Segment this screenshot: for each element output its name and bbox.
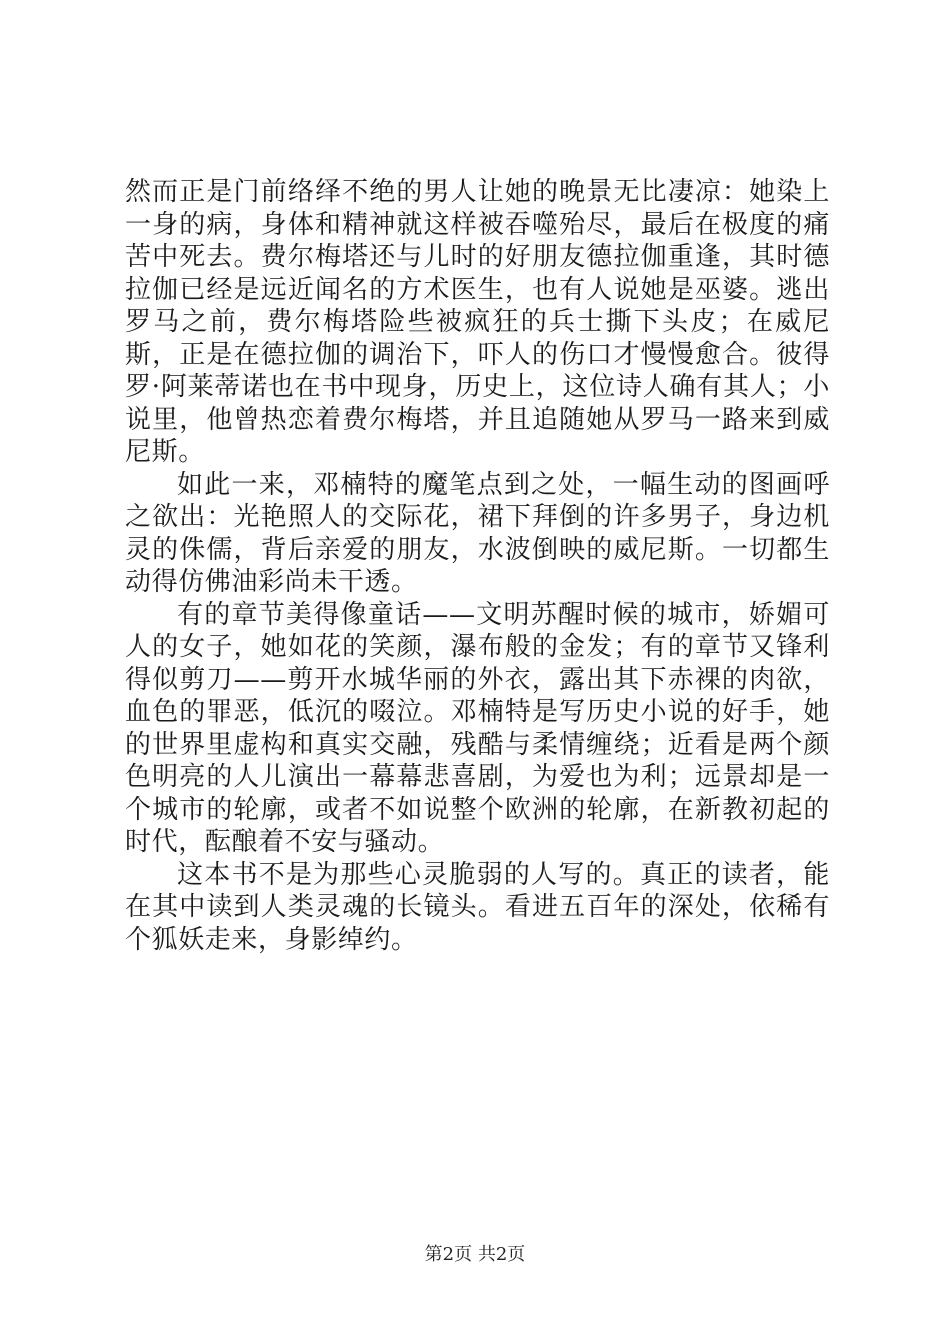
body-text [125, 176, 830, 956]
paragraph: 有的章节美得像童话——文明苏醒时候的城市，娇媚可人的女子，她如花的笑颜，瀑布般的金发；有的章节又锋利得似剪刀——剪开水城华丽的外衣，露出其下赤裸的肉欲，血色的罪恶，低沉的啜泣。邓楠特是写历史小说的好手，她的世界里虚构和真实交融，残酷与柔情缠绕；近看是两个颜色明亮的人儿演出一幕幕悲喜剧，为爱也为利；远景却是一个城市的轮廓，或者不如说整个欧洲的轮廓，在新教初起的时代，酝酿着不安与骚动。 [125, 599, 830, 857]
paragraph: 这本书不是为那些心灵脆弱的人写的。真正的读者，能在其中读到人类灵魂的长镜头。看进五百年的深处，依稀有个狐妖走来，身影绰约。 [125, 859, 830, 955]
paragraph: 如此一来，邓楠特的魔笔点到之处，一幅生动的图画呼之欲出：光艳照人的交际花，裙下拜倒的许多男子，身边机灵的侏儒，背后亲爱的朋友，水波倒映的威尼斯。一切都生动得仿佛油彩尚未干透。 [125, 469, 830, 597]
page-number-footer: 第2页 共2页 [424, 1244, 526, 1265]
paragraph: 然而正是门前络绎不绝的男人让她的晚景无比凄凉：她染上一身的病，身体和精神就这样被吞噬殆尽，最后在极度的痛苦中死去。费尔梅塔还与儿时的好朋友德拉伽重逢，其时德拉伽已经是远近闻名的方术医生，也有人说她是巫婆。逃出罗马之前，费尔梅塔险些被疯狂的兵士撕下头皮；在威尼斯，正是在德拉伽的调治下，吓人的伤口才慢慢愈合。彼得罗·阿莱蒂诺也在书中现身，历史上，这位诗人确有其人；小说里，他曾热恋着费尔梅塔，并且追随她从罗马一路来到威尼斯。 [125, 177, 830, 467]
